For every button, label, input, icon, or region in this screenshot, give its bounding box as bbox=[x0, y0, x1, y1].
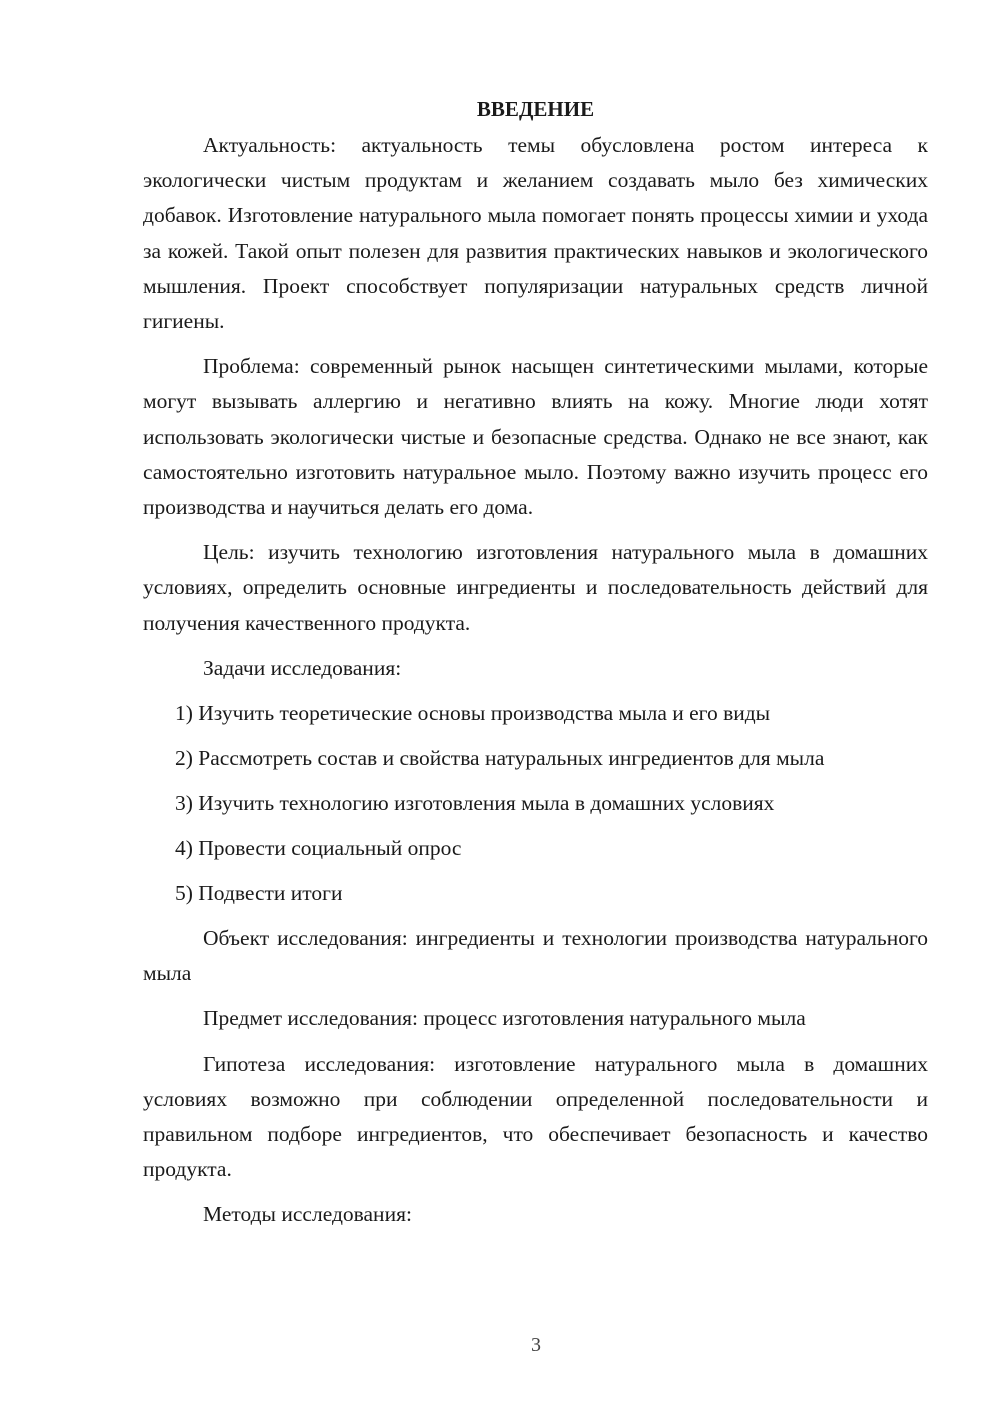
paragraph-problem: Проблема: современный рынок насыщен синтетическими мылами, которые могут вызывать аллергию и негативно влиять на кожу. Многие люди хотят использовать экологически чистые и безопасные средства. Однако не все знают, как самостоятельно изготовить натуральное мыло. Поэтому важно изучить процесс его производства и научиться делать его дома. bbox=[143, 354, 928, 520]
paragraph-hypothesis: Гипотеза исследования: изготовление натурального мыла в домашних условиях возможно при соблюдении определенной последовательности и правильном подборе ингредиентов, что обеспечивает безопасность и качество продукта. bbox=[143, 1051, 928, 1182]
paragraph-object: Объект исследования: ингредиенты и технологии производства натурального мыла bbox=[143, 926, 928, 986]
paragraph-relevance: Актуальность: актуальность темы обусловлена ростом интереса к экологически чистым продуктам и желанием создавать мыло без химических добавок. Изготовление натурального мыла помогает понять процессы химии и ухода за кожей. Такой опыт полезен для развития практических навыков и экологического мышления. Проект способствует популяризации натуральных средств личной гигиены. bbox=[143, 133, 928, 334]
tasks-heading: Задачи исследования: bbox=[203, 655, 402, 680]
page-title: ВВЕДЕНИЕ bbox=[476, 97, 595, 121]
paragraph-subject: Предмет исследования: процесс изготовления натурального мыла bbox=[203, 1006, 806, 1031]
list-item: 5) Подвести итоги bbox=[175, 881, 343, 906]
methods-heading: Методы исследования: bbox=[203, 1202, 412, 1227]
page-number: 3 bbox=[531, 1334, 541, 1356]
list-item: 1) Изучить теоретические основы производства мыла и его виды bbox=[175, 701, 771, 726]
list-item: 2) Рассмотреть состав и свойства натуральных ингредиентов для мыла bbox=[175, 746, 825, 771]
list-item: 4) Провести социальный опрос bbox=[175, 836, 462, 861]
document-page bbox=[143, 92, 928, 1243]
paragraph-goal: Цель: изучить технологию изготовления натурального мыла в домашних условиях, определить основные ингредиенты и последовательность действий для получения качественного продукта. bbox=[143, 540, 928, 635]
tasks-list bbox=[143, 696, 928, 911]
list-item: 3) Изучить технологию изготовления мыла в домашних условиях bbox=[175, 791, 775, 816]
